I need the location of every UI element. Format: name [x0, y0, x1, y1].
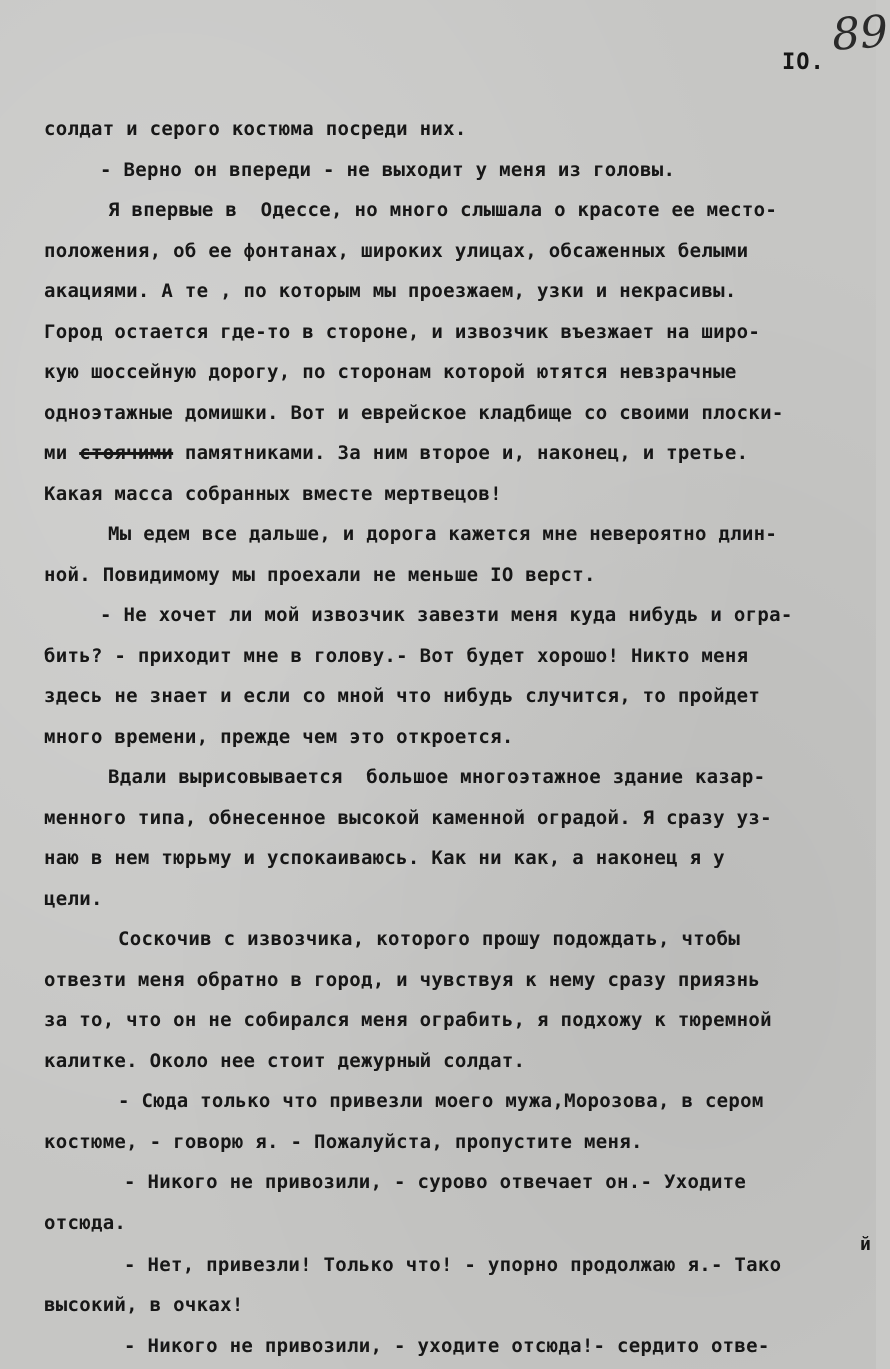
text-line: высокий, в очках! — [44, 1294, 244, 1316]
text-line: Соскочив с извозчика, которого прошу подождать, чтобы — [118, 928, 741, 950]
text-line: наю в нем тюрьму и успокаиваюсь. Как ни как, а наконец я у — [44, 847, 725, 869]
text-line: ной. Повидимому мы проехали не меньше IO верст. — [44, 564, 596, 586]
text-line: костюме, - говорю я. - Пожалуйста, пропустите меня. — [44, 1131, 643, 1153]
text-line: Вдали вырисовывается большое многоэтажное здание казар- — [108, 766, 766, 788]
text-line: одноэтажные домишки. Вот и еврейское кладбище со своими плоски- — [44, 402, 784, 424]
struck-through-word: стоячими — [79, 442, 174, 464]
text-line: Мы едем все дальше, и дорога кажется мне невероятно длин- — [108, 523, 778, 545]
text-line: солдат и серого костюма посреди них. — [44, 118, 467, 140]
text-line: много времени, прежде чем это откроется. — [44, 726, 514, 748]
text-line: Я впервые в Одессе, но много слышала о красоте ее место- — [108, 199, 778, 221]
text-fragment: памятниками. За ним второе и, наконец, и третье. — [173, 442, 749, 464]
text-line: - Сюда только что привезли моего мужа,Морозова, в сером — [118, 1090, 764, 1112]
page-number: IO. — [782, 50, 825, 75]
text-line: - Верно он впереди - не выходит у меня из головы. — [100, 159, 676, 181]
text-line: цели. — [44, 888, 103, 910]
text-line: отвезти меня обратно в город, и чувствуя к нему сразу приязнь — [44, 969, 761, 991]
text-line — [44, 438, 748, 468]
text-line: акациями. А те , по которым мы проезжаем, узки и некрасивы. — [44, 280, 737, 302]
text-line: отсюда. — [44, 1212, 127, 1234]
text-line: - Нет, привезли! Только что! - упорно продолжаю я.- Тако — [124, 1254, 782, 1276]
handwritten-insert: й — [860, 1234, 871, 1255]
text-line: бить? - приходит мне в голову.- Вот будет хорошо! Никто меня — [44, 645, 749, 667]
text-line: Город остается где-то в стороне, и извозчик въезжает на широ- — [44, 321, 761, 343]
text-line: за то, что он не собирался меня ограбить, я подхожу к тюремной — [44, 1009, 772, 1031]
text-line: здесь не знает и если со мной что нибудь случится, то пройдет — [44, 685, 761, 707]
text-line: Какая масса собранных вместе мертвецов! — [44, 483, 502, 505]
archive-page-number: 89 — [830, 6, 890, 61]
text-line: - Не хочет ли мой извозчик завезти меня куда нибудь и огра- — [100, 604, 793, 626]
text-line: - Никого не привозили, - сурово отвечает он.- Уходите — [124, 1171, 747, 1193]
text-line: менного типа, обнесенное высокой каменной оградой. Я сразу уз- — [44, 807, 772, 829]
text-line: калитке. Около нее стоит дежурный солдат. — [44, 1050, 526, 1072]
text-line: - Никого не привозили, - уходите отсюда!- сердито отве- — [124, 1335, 770, 1357]
text-fragment: ми — [44, 442, 80, 464]
text-line: положения, об ее фонтанах, широких улицах, обсаженных белыми — [44, 240, 749, 262]
text-line: кую шоссейную дорогу, по сторонам которой ютятся невзрачные — [44, 361, 737, 383]
